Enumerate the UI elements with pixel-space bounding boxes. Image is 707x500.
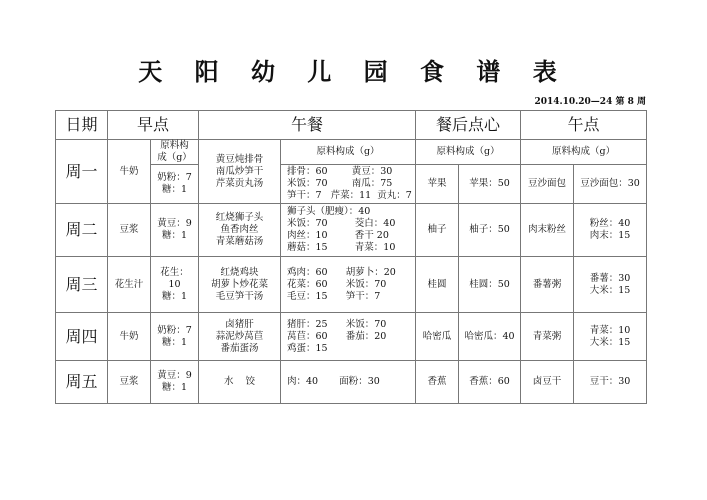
lunch-cell: 卤猪肝 蒜泥炒莴苣 番茄蛋汤	[199, 313, 281, 361]
table-row	[56, 140, 647, 165]
day-cell: 周五	[56, 361, 108, 404]
lunch-cell: 水 饺	[199, 361, 281, 404]
ingredient-label: 原料构 成（g）	[151, 140, 199, 165]
date-week-line: 2014.10.20—24 第 8 周	[534, 97, 646, 107]
snack-cell: 桂圆	[416, 257, 459, 313]
afternoon-cell: 卤豆干	[521, 361, 574, 404]
header-date: 日期	[56, 111, 108, 140]
snack-ingredients: 哈密瓜：40	[459, 313, 521, 361]
day-cell: 周三	[56, 257, 108, 313]
lunch-ingredients: 狮子头（肥瘦）：40 米饭：70 茭白：40 肉丝：10 香干 20 蘑菇：15 青菜：10	[281, 204, 416, 257]
snack-cell: 香蕉	[416, 361, 459, 404]
breakfast-cell: 牛奶	[108, 140, 151, 204]
breakfast-cell: 花生汁	[108, 257, 151, 313]
table-row	[56, 257, 647, 313]
header-after-meal: 餐后点心	[416, 111, 521, 140]
snack-ingredients: 桂圆：50	[459, 257, 521, 313]
lunch-ingredients: 肉：40 面粉：30	[281, 361, 416, 404]
breakfast-ingredients: 黄豆：9 糖：1	[151, 361, 199, 404]
snack-cell: 苹果	[416, 165, 459, 204]
table-row	[56, 361, 647, 404]
day-cell: 周二	[56, 204, 108, 257]
snack-ingredients: 苹果：50	[459, 165, 521, 204]
header-row	[56, 111, 647, 140]
breakfast-ingredients: 花生： 10 糖：1	[151, 257, 199, 313]
table-row	[56, 204, 647, 257]
snack-ingredients: 柚子：50	[459, 204, 521, 257]
header-breakfast: 早点	[108, 111, 199, 140]
snack-cell: 哈密瓜	[416, 313, 459, 361]
afternoon-ingredients: 豆沙面包：30	[574, 165, 647, 204]
breakfast-cell: 豆浆	[108, 361, 151, 404]
ingredient-label: 原料构成（g）	[521, 140, 647, 165]
day-cell: 周四	[56, 313, 108, 361]
header-afternoon: 午点	[521, 111, 647, 140]
snack-ingredients: 香蕉：60	[459, 361, 521, 404]
breakfast-ingredients: 奶粉：7 糖：1	[151, 165, 199, 204]
afternoon-ingredients: 青菜：10 大米：15	[574, 313, 647, 361]
lunch-ingredients: 排骨：60 黄豆：30 米饭：70 南瓜：75 笋干：7 芹菜：11 贡丸：7	[281, 165, 416, 204]
table-row	[56, 313, 647, 361]
afternoon-ingredients: 番薯：30 大米：15	[574, 257, 647, 313]
breakfast-ingredients: 黄豆：9 糖：1	[151, 204, 199, 257]
lunch-cell: 黄豆炖排骨 南瓜炒笋干 芹菜贡丸汤	[199, 140, 281, 204]
afternoon-cell: 豆沙面包	[521, 165, 574, 204]
lunch-ingredients: 鸡肉：60 胡萝卜：20 花菜：60 米饭：70 毛豆：15 笋干：7	[281, 257, 416, 313]
afternoon-cell: 番薯粥	[521, 257, 574, 313]
lunch-cell: 红烧狮子头 鱼香肉丝 青菜蘑菇汤	[199, 204, 281, 257]
lunch-ingredients: 猪肝：25 米饭：70 莴苣：60 番茄：20 鸡蛋：15	[281, 313, 416, 361]
snack-cell: 柚子	[416, 204, 459, 257]
afternoon-ingredients: 豆干：30	[574, 361, 647, 404]
afternoon-cell: 青菜粥	[521, 313, 574, 361]
afternoon-ingredients: 粉丝：40 肉末：15	[574, 204, 647, 257]
breakfast-ingredients: 奶粉：7 糖：1	[151, 313, 199, 361]
menu-table	[55, 110, 647, 404]
day-cell: 周一	[56, 140, 108, 204]
ingredient-label: 原料构成（g）	[281, 140, 416, 165]
page-title: 天 阳 幼 儿 园 食 谱 表	[138, 57, 569, 86]
afternoon-cell: 肉末粉丝	[521, 204, 574, 257]
ingredient-label: 原料构成（g）	[416, 140, 521, 165]
lunch-cell: 红烧鸡块 胡萝卜炒花菜 毛豆笋干汤	[199, 257, 281, 313]
breakfast-cell: 豆浆	[108, 204, 151, 257]
breakfast-cell: 牛奶	[108, 313, 151, 361]
header-lunch: 午餐	[199, 111, 416, 140]
